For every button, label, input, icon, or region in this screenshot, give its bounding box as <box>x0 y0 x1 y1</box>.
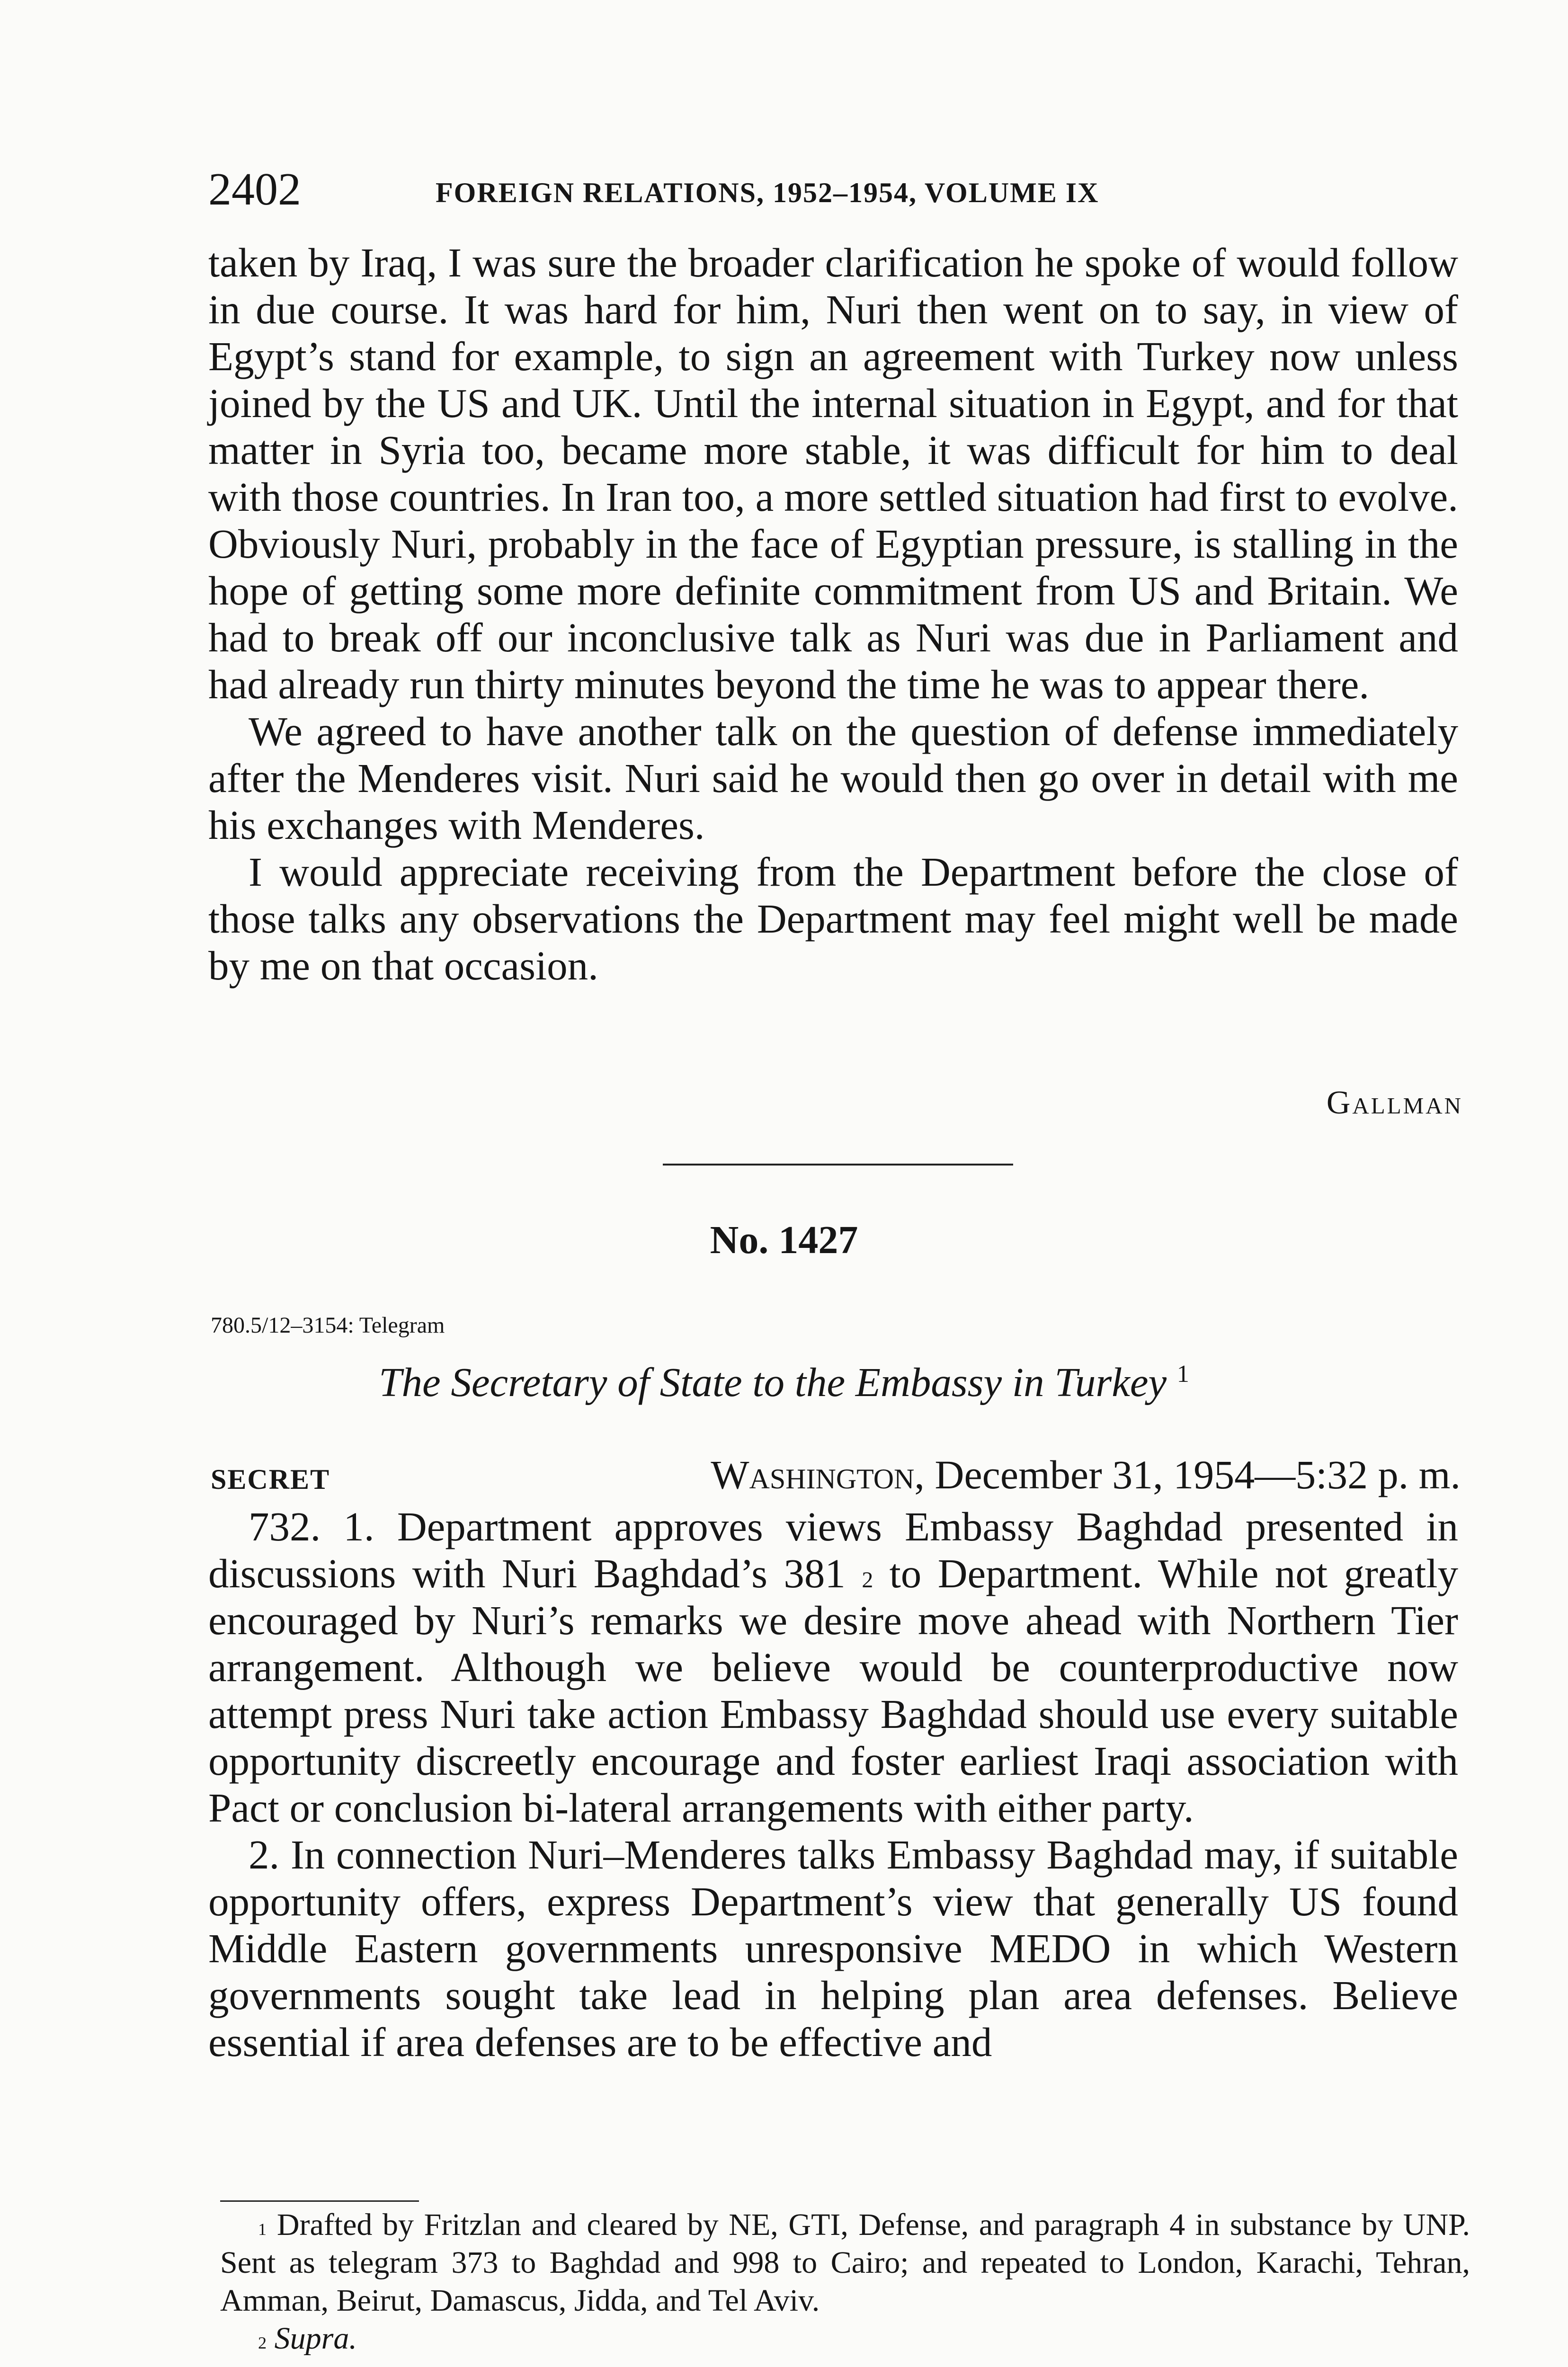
body-paragraph: 2. In connection Nuri–Menderes talks Embassy Baghdad may, if suitable opportunity offers, express Department’s view that generally US found Middle Eastern governments unresponsive MEDO in which Western governments sought take lead in helping plan area defenses. Believe essential if area defenses are to be effective and <box>208 1832 1458 2065</box>
section-divider <box>663 1164 1013 1166</box>
dateline <box>211 1451 1461 1498</box>
volume-title: FOREIGN RELATIONS, 1952–1954, VOLUME IX <box>436 177 1099 208</box>
footnote-reference: 2 <box>862 1567 873 1593</box>
footnote-marker: 2 <box>258 2333 267 2352</box>
paragraph-text: 732. 1. Department approves views Embassy Baghdad presented in discussions with Nuri Baghdad’s 381 <box>208 1504 1458 1596</box>
footnote-marker: 1 <box>258 2220 267 2239</box>
footnotes <box>220 2206 1470 2358</box>
dateline-date: , December 31, 1954—5:32 p. m. <box>914 1452 1461 1497</box>
file-reference: 780.5/12–3154: Telegram <box>211 1313 445 1338</box>
document-title-text: The Secretary of State to the Embassy in Turkey <box>379 1359 1167 1405</box>
footnote <box>220 2206 1470 2320</box>
footnote-text: Drafted by Fritzlan and cleared by NE, GTI, Defense, and paragraph 4 in substance by UNP. Sent as telegram 373 to Baghdad and 998 to Cairo; and repeated to London, Karachi, Tehran, Amman, Beirut, Damascus, Jidda, and Tel Aviv. <box>220 2207 1470 2318</box>
page-number: 2402 <box>208 164 301 215</box>
telegram-text <box>208 1503 1458 2065</box>
running-head <box>208 163 1487 215</box>
document-number: No. 1427 <box>710 1218 858 1262</box>
footnote-divider <box>220 2200 419 2202</box>
paragraph-text: to Department. While not greatly encouraged by Nuri’s remarks we desire move ahead with Northern Tier arrangement. Although we believe would be counterproductive now attempt press Nuri take action Embassy Baghdad should use every suitable opportunity discreetly encourage and foster earliest Iraqi association with Pact or conclusion bi-lateral arrangements with either party. <box>208 1550 1459 1831</box>
signature: Gallman <box>1326 1085 1463 1121</box>
place-and-date <box>711 1451 1461 1498</box>
document-title <box>0 1359 1568 1406</box>
classification: SECRET <box>211 1464 330 1495</box>
footnote <box>220 2320 1470 2358</box>
body-paragraph: I would appreciate receiving from the Department before the close of those talks any observations the Department may feel might well be made by me on that occasion. <box>208 849 1458 988</box>
dateline-place: Washington <box>711 1452 915 1497</box>
previous-document-text <box>208 239 1458 989</box>
body-paragraph <box>208 1503 1458 1831</box>
body-paragraph: We agreed to have another talk on the question of defense immediately after the Menderes visit. Nuri said he would then go over in detail with me his exchanges with Menderes. <box>208 708 1458 848</box>
continuation-paragraph: taken by Iraq, I was sure the broader clarification he spoke of would follow in due course. It was hard for him, Nuri then went on to say, in view of Egypt’s stand for example, to sign an agreement with Turkey now unless joined by the US and UK. Until the internal situation in Egypt, and for that matter in Syria too, became more stable, it was difficult for him to deal with those countries. In Iran too, a more settled situation had first to evolve. Obviously Nuri, probably in the face of Egyptian pressure, is stalling in the hope of getting some more definite commitment from US and Britain. We had to break off our inconclusive talk as Nuri was due in Parliament and had already run thirty minutes beyond the time he was to appear there. <box>208 240 1458 707</box>
footnote-text: Supra. <box>274 2321 357 2356</box>
footnote-reference: 1 <box>1176 1361 1189 1388</box>
